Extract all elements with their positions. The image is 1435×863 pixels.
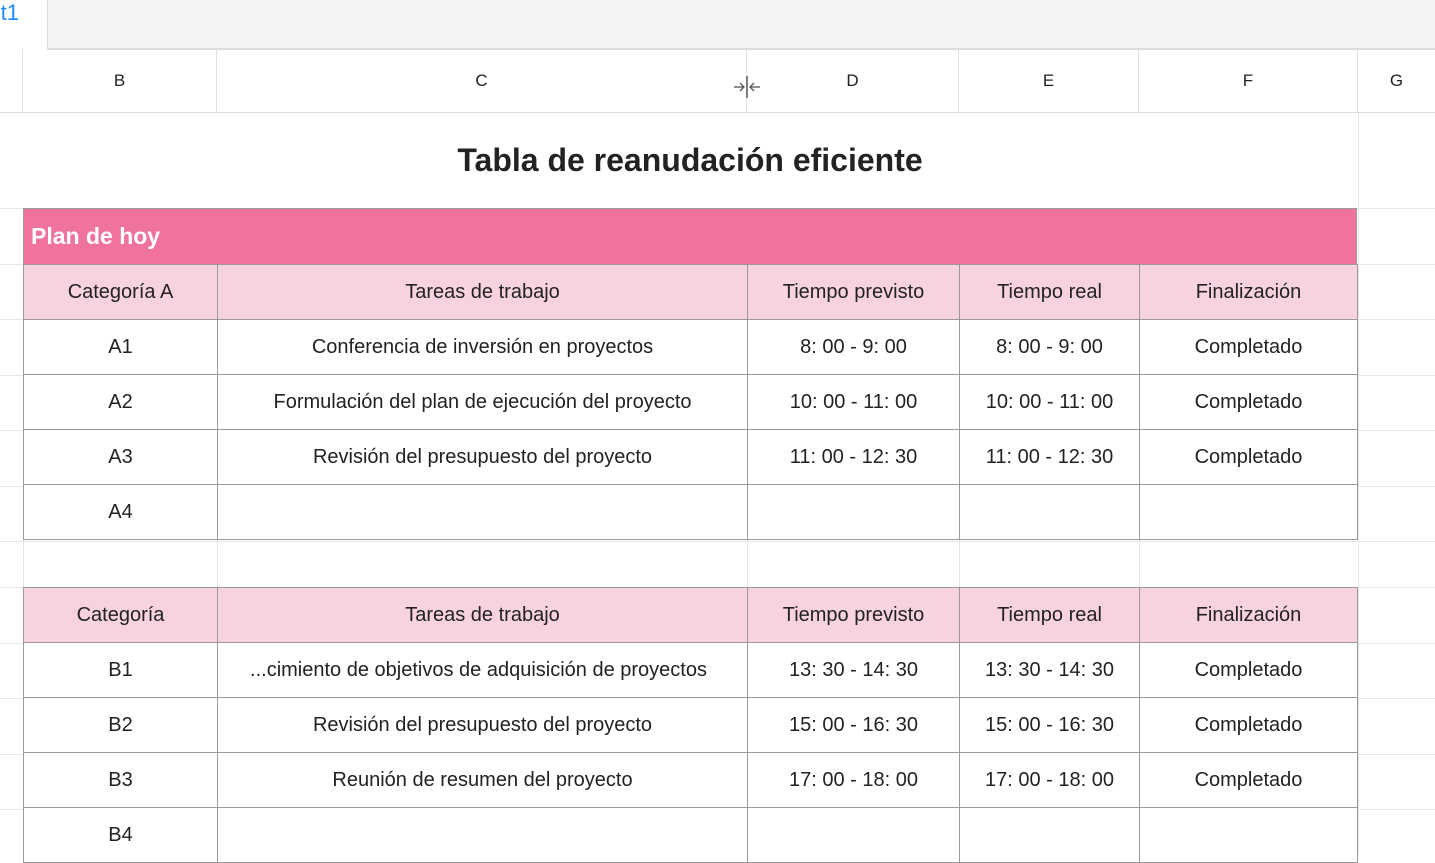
cell[interactable]: Conferencia de inversión en proyectos (218, 320, 748, 375)
column-header-g[interactable]: G (1358, 50, 1435, 113)
task-table-b (23, 587, 1358, 863)
grid-line (1358, 113, 1359, 852)
header-cell-completion[interactable]: Finalización (1140, 588, 1358, 643)
sheet-title[interactable]: Tabla de reanudación eficiente (23, 113, 1357, 208)
cell[interactable]: 15: 00 - 16: 30 (960, 698, 1140, 753)
cell[interactable] (218, 808, 748, 863)
cell[interactable]: 11: 00 - 12: 30 (960, 430, 1140, 485)
cell[interactable]: 17: 00 - 18: 00 (748, 753, 960, 808)
header-cell-completion[interactable]: Finalización (1140, 265, 1358, 320)
cell[interactable] (748, 808, 960, 863)
cell[interactable]: B2 (24, 698, 218, 753)
table-row (24, 753, 1358, 808)
cell[interactable]: 11: 00 - 12: 30 (748, 430, 960, 485)
column-header-b[interactable]: B (23, 50, 217, 113)
cell[interactable]: ...cimiento de objetivos de adquisición de proyectos (218, 643, 748, 698)
table-row (24, 430, 1358, 485)
cell[interactable]: 17: 00 - 18: 00 (960, 753, 1140, 808)
cell[interactable]: Revisión del presupuesto del proyecto (218, 698, 748, 753)
cell[interactable] (218, 485, 748, 540)
cell[interactable] (960, 808, 1140, 863)
table-row (24, 320, 1358, 375)
table-row (24, 485, 1358, 540)
header-cell-category[interactable]: Categoría A (24, 265, 218, 320)
header-cell-actual-time[interactable]: Tiempo real (960, 588, 1140, 643)
table-row (24, 643, 1358, 698)
table-row (24, 375, 1358, 430)
cell[interactable]: A1 (24, 320, 218, 375)
cell[interactable]: 8: 00 - 9: 00 (748, 320, 960, 375)
header-cell-actual-time[interactable]: Tiempo real (960, 265, 1140, 320)
cell[interactable]: Formulación del plan de ejecución del proyecto (218, 375, 748, 430)
cell[interactable]: B4 (24, 808, 218, 863)
cell[interactable]: B3 (24, 753, 218, 808)
cell[interactable] (960, 485, 1140, 540)
cell[interactable]: A3 (24, 430, 218, 485)
cell[interactable]: Completado (1140, 430, 1358, 485)
column-header-c[interactable]: C (217, 50, 747, 113)
sheet-tab-bar (0, 0, 1435, 50)
cell[interactable]: 10: 00 - 11: 00 (960, 375, 1140, 430)
cell[interactable] (748, 485, 960, 540)
table-row (24, 698, 1358, 753)
header-cell-category[interactable]: Categoría (24, 588, 218, 643)
section-banner[interactable]: Plan de hoy (23, 208, 1357, 264)
cell[interactable] (1140, 485, 1358, 540)
cell[interactable]: 13: 30 - 14: 30 (960, 643, 1140, 698)
cell[interactable]: 8: 00 - 9: 00 (960, 320, 1140, 375)
table-header-row (24, 588, 1358, 643)
task-table-a (23, 264, 1358, 540)
cell[interactable]: Reunión de resumen del proyecto (218, 753, 748, 808)
column-header-d[interactable]: D (747, 50, 959, 113)
row-header-corner (0, 50, 23, 113)
cell[interactable]: Completado (1140, 320, 1358, 375)
cell[interactable]: Completado (1140, 643, 1358, 698)
cell[interactable]: Completado (1140, 375, 1358, 430)
header-cell-planned-time[interactable]: Tiempo previsto (748, 265, 960, 320)
header-cell-tasks[interactable]: Tareas de trabajo (218, 588, 748, 643)
cell[interactable]: 10: 00 - 11: 00 (748, 375, 960, 430)
grid-line (0, 541, 1435, 542)
cell[interactable]: Completado (1140, 753, 1358, 808)
table-row (24, 808, 1358, 863)
column-resize-icon[interactable] (733, 74, 761, 100)
header-cell-tasks[interactable]: Tareas de trabajo (218, 265, 748, 320)
sheet-tab[interactable] (0, 0, 48, 50)
cell[interactable]: B1 (24, 643, 218, 698)
table-header-row (24, 265, 1358, 320)
cell[interactable]: A2 (24, 375, 218, 430)
sheet-tab-label: t1 (0, 0, 19, 25)
column-header-f[interactable]: F (1139, 50, 1358, 113)
cell[interactable]: 15: 00 - 16: 30 (748, 698, 960, 753)
header-cell-planned-time[interactable]: Tiempo previsto (748, 588, 960, 643)
cell[interactable]: Completado (1140, 698, 1358, 753)
cell[interactable]: Revisión del presupuesto del proyecto (218, 430, 748, 485)
column-header-e[interactable]: E (959, 50, 1139, 113)
cell[interactable] (1140, 808, 1358, 863)
cell[interactable]: 13: 30 - 14: 30 (748, 643, 960, 698)
cell[interactable]: A4 (24, 485, 218, 540)
